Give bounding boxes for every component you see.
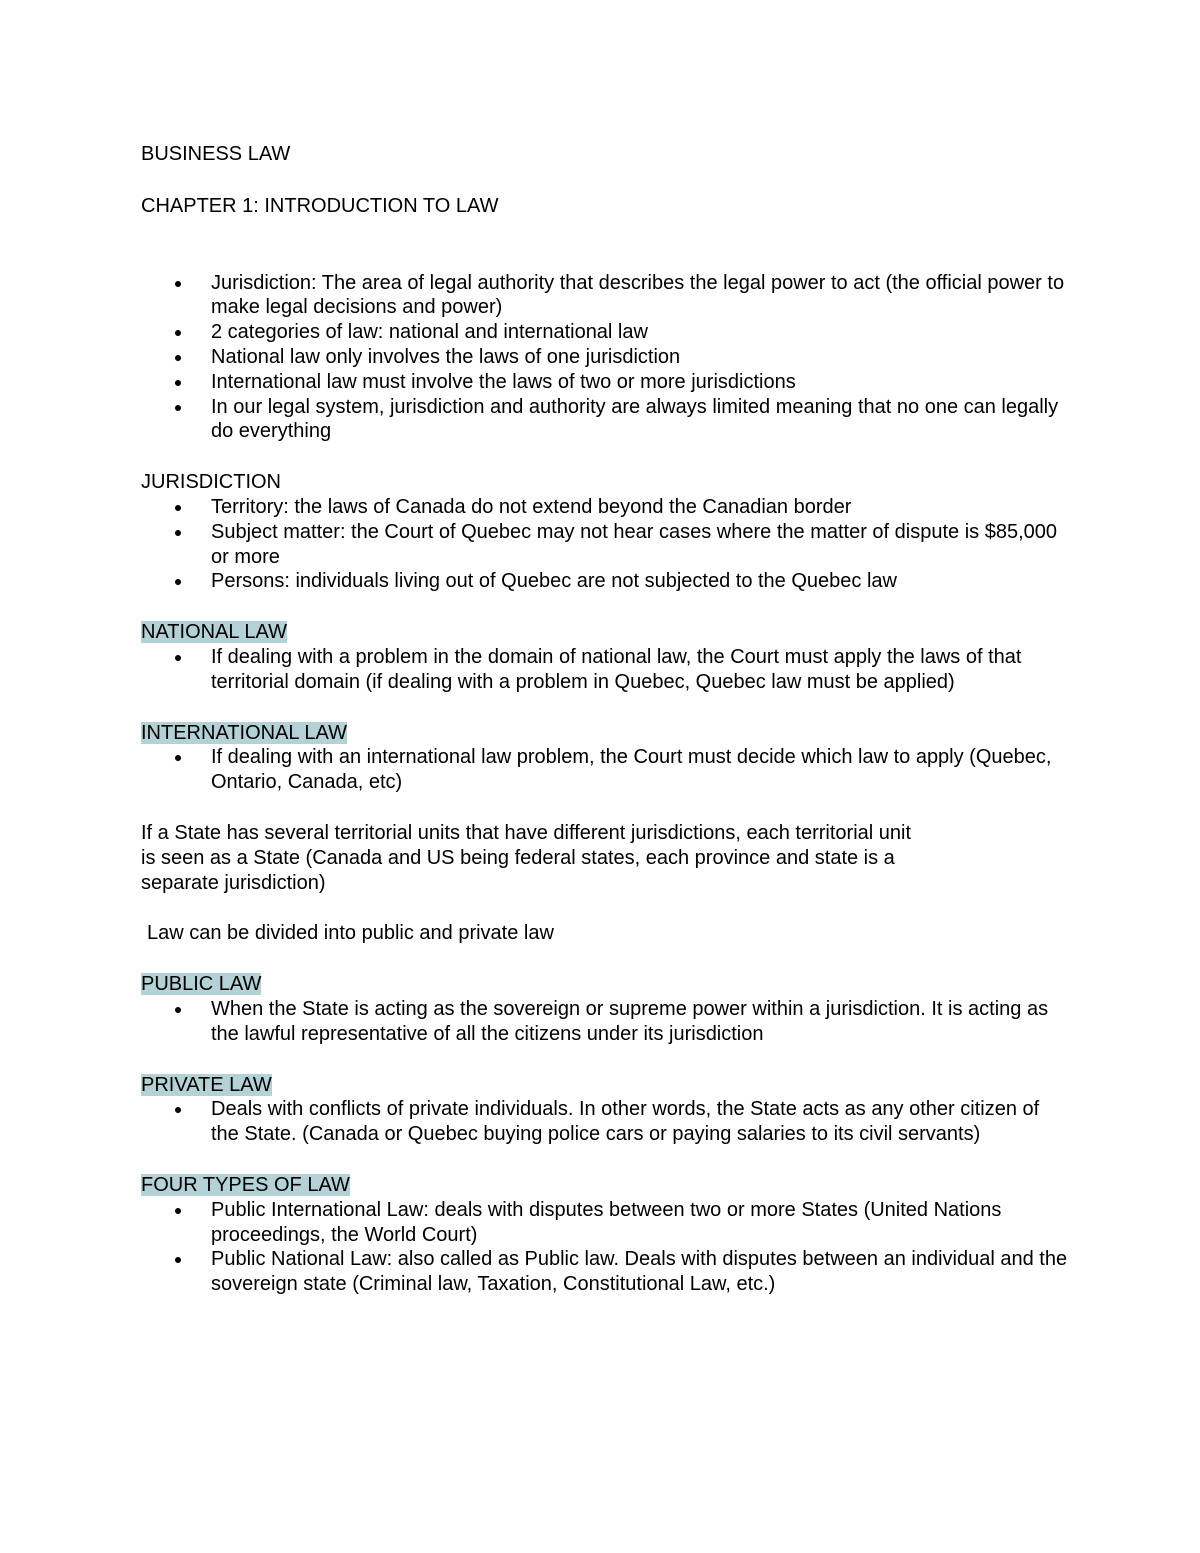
state-paragraph-line: separate jurisdiction) xyxy=(141,871,326,894)
national-law-bullet-list xyxy=(141,645,1071,695)
list-item-text: National law only involves the laws of one jurisdiction xyxy=(211,345,681,368)
section-heading-jurisdiction xyxy=(141,470,1071,495)
list-item xyxy=(141,569,1071,594)
section-heading-private-law xyxy=(141,1073,1071,1098)
list-item-text: Territory: the laws of Canada do not extend beyond the Canadian border xyxy=(211,495,852,518)
highlighted-heading-text: PUBLIC LAW xyxy=(141,973,262,996)
state-paragraph-line: is seen as a State (Canada and US being federal states, each province and state is a xyxy=(141,846,895,869)
highlighted-heading-text: NATIONAL LAW xyxy=(141,621,287,644)
list-item xyxy=(141,997,1071,1047)
jurisdiction-bullet-list xyxy=(141,495,1071,594)
document-page xyxy=(141,142,1071,1297)
document-title: BUSINESS LAW xyxy=(141,143,291,165)
section-heading-international-law xyxy=(141,721,1071,746)
bullet-icon xyxy=(175,520,183,545)
list-item xyxy=(141,1198,1071,1248)
international-law-bullet-list xyxy=(141,745,1071,795)
bullet-icon xyxy=(175,645,183,670)
bullet-icon xyxy=(175,395,183,420)
bullet-icon xyxy=(175,320,183,345)
list-item-text: Persons: individuals living out of Quebec are not subjected to the Quebec law xyxy=(211,570,897,593)
list-item xyxy=(141,271,1071,321)
bullet-icon xyxy=(175,271,183,296)
bullet-icon xyxy=(175,345,183,370)
section-heading-text: JURISDICTION xyxy=(141,471,281,494)
division-paragraph: Law can be divided into public and private law xyxy=(147,922,554,945)
four-types-bullet-list xyxy=(141,1198,1071,1297)
list-item xyxy=(141,1097,1071,1147)
bullet-icon xyxy=(175,997,183,1022)
list-item-text: If dealing with a problem in the domain of national law, the Court must apply the laws of that territorial domain (if dealing with a problem in Quebec, Quebec law must be applied) xyxy=(211,645,1022,693)
highlighted-heading-text: INTERNATIONAL LAW xyxy=(141,721,347,744)
list-item-text: Subject matter: the Court of Quebec may not hear cases where the matter of dispute is $85,000 or more xyxy=(211,520,1058,568)
section-heading-public-law xyxy=(141,972,1071,997)
highlighted-heading-text: FOUR TYPES OF LAW xyxy=(141,1173,350,1196)
list-item-text: International law must involve the laws of two or more jurisdictions xyxy=(211,370,796,393)
list-item-text: When the State is acting as the sovereign or supreme power within a jurisdiction. It is acting as the lawful representative of all the citizens under its jurisdiction xyxy=(211,997,1049,1045)
section-heading-national-law xyxy=(141,620,1071,645)
list-item-text: In our legal system, jurisdiction and authority are always limited meaning that no one can legally do everything xyxy=(211,395,1059,443)
list-item xyxy=(141,520,1071,570)
list-item-text: Jurisdiction: The area of legal authority that describes the legal power to act (the official power to make legal decisions and power) xyxy=(211,271,1065,319)
list-item xyxy=(141,395,1071,445)
highlighted-heading-text: PRIVATE LAW xyxy=(141,1073,272,1096)
list-item xyxy=(141,345,1071,370)
bullet-icon xyxy=(175,1097,183,1122)
bullet-icon xyxy=(175,1198,183,1223)
list-item xyxy=(141,645,1071,695)
bullet-icon xyxy=(175,495,183,520)
list-item xyxy=(141,745,1071,795)
bullet-icon xyxy=(175,745,183,770)
list-item-text: Public International Law: deals with disputes between two or more States (United Nations proceedings, the World Court) xyxy=(211,1198,1002,1246)
list-item-text: If dealing with an international law problem, the Court must decide which law to apply (Quebec, Ontario, Canada, etc) xyxy=(211,746,1052,794)
list-item xyxy=(141,320,1071,345)
list-item xyxy=(141,370,1071,395)
list-item xyxy=(141,495,1071,520)
private-law-bullet-list xyxy=(141,1097,1071,1147)
state-paragraph-line: If a State has several territorial units that have different jurisdictions, each territorial unit xyxy=(141,821,912,844)
list-item xyxy=(141,1247,1071,1297)
chapter-title: CHAPTER 1: INTRODUCTION TO LAW xyxy=(141,194,499,217)
bullet-icon xyxy=(175,1247,183,1272)
bullet-icon xyxy=(175,370,183,395)
section-heading-four-types xyxy=(141,1173,1071,1198)
bullet-icon xyxy=(175,569,183,594)
list-item-text: 2 categories of law: national and international law xyxy=(211,321,648,344)
list-item-text: Public National Law: also called as Public law. Deals with disputes between an individual and the sovereign state (Criminal law, Taxation, Constitutional Law, etc.) xyxy=(211,1248,1068,1296)
public-law-bullet-list xyxy=(141,997,1071,1047)
list-item-text: Deals with conflicts of private individuals. In other words, the State acts as any other citizen of the State. (Canada or Quebec buying police cars or paying salaries to its civil servants) xyxy=(211,1098,1040,1146)
intro-bullet-list xyxy=(141,271,1071,445)
